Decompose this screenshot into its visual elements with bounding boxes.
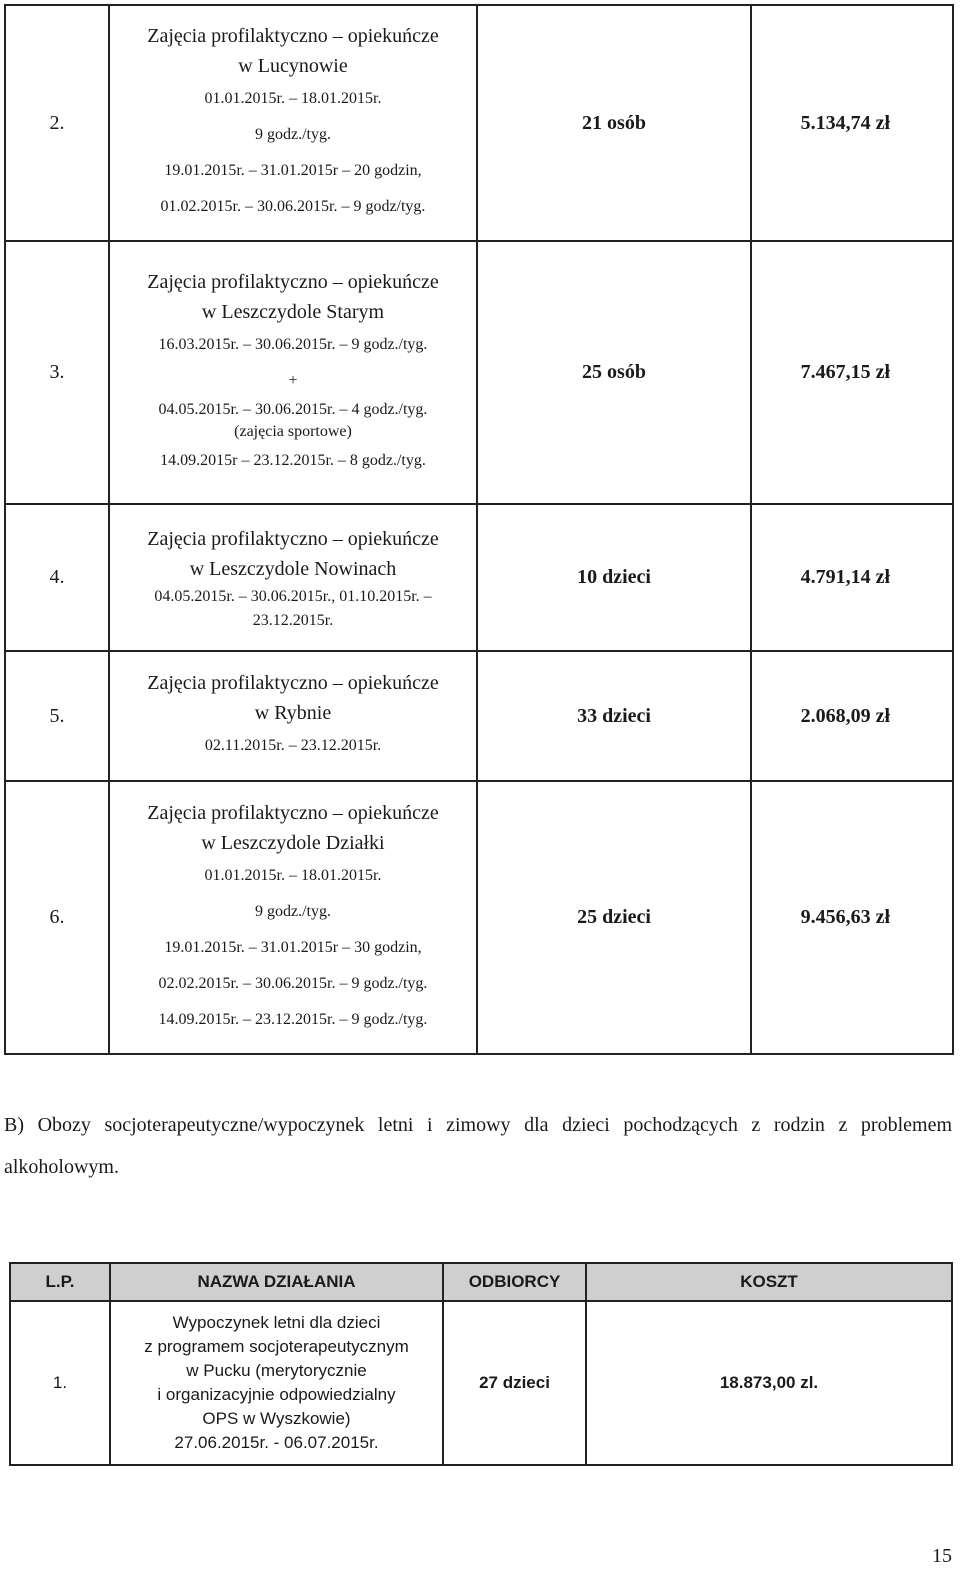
activity-description [109,5,477,241]
activity-description [110,1301,443,1465]
activity-location: w Leszczydole Starym [201,300,385,323]
recipients-count: 27 dzieci [443,1301,586,1465]
participant-count: 10 dzieci [477,504,751,651]
table-row [5,651,953,781]
activity-location: w Rybnie [254,702,332,724]
activity-description [109,651,477,781]
activity-date: 01.02.2015r. – 30.06.2015r. – 9 godz/tyg. [160,198,426,215]
activity-date: (zajęcia sportowe) [234,422,352,440]
activity-name: Zajęcia profilaktyczno – opiekuńcze [147,672,439,694]
activity-line: Wypoczynek letni dla dzieci [172,1313,381,1332]
activity-cost: 2.068,09 zł [751,651,953,781]
page-number: 15 [932,1545,952,1567]
activity-name: Zajęcia profilaktyczno – opiekuńcze [147,527,439,550]
row-number: 3. [5,241,109,504]
camps-table [9,1262,953,1466]
activity-date: 01.01.2015r. – 18.01.2015r. [204,866,382,884]
row-number: 6. [5,781,109,1054]
activity-date: 04.05.2015r. – 30.06.2015r. – 4 godz./tyg. [158,400,428,418]
activity-description [109,241,477,504]
activity-date: 23.12.2015r. [252,611,334,629]
table-row [5,781,953,1054]
section-b-paragraph: B) Obozy socjoterapeutyczne/wypoczynek letni i zimowy dla dzieci pochodzących z rodzin z problemem alkoholowym. [4,1114,952,1178]
activity-name: Zajęcia profilaktyczno – opiekuńcze [147,25,439,47]
activity-name: Zajęcia profilaktyczno – opiekuńcze [147,801,439,824]
activity-date: 14.09.2015r – 23.12.2015r. – 8 godz./tyg. [160,451,426,469]
table-row [10,1301,952,1465]
row-number: 4. [5,504,109,651]
row-number: 5. [5,651,109,781]
activity-date: 04.05.2015r. – 30.06.2015r., 01.10.2015r. – [154,587,432,605]
activities-table [4,4,954,1055]
header-lp: L.P. [10,1263,110,1301]
activity-cost: 7.467,15 zł [751,241,953,504]
activity-date: 01.01.2015r. – 18.01.2015r. [204,90,382,107]
activity-line: z programem socjoterapeutycznym [144,1337,409,1356]
activity-cost: 4.791,14 zł [751,504,953,651]
activity-cost: 5.134,74 zł [751,5,953,241]
row-number: 2. [5,5,109,241]
header-name: NAZWA DZIAŁANIA [110,1263,443,1301]
activity-date: 02.02.2015r. – 30.06.2015r. – 9 godz./tyg. [158,974,428,992]
table-header-row [10,1263,952,1301]
activity-date: 9 godz./tyg. [255,126,331,143]
activity-line: i organizacyjnie odpowiedzialny [157,1385,396,1404]
header-recipients: ODBIORCY [443,1263,586,1301]
participant-count: 25 osób [477,241,751,504]
participant-count: 33 dzieci [477,651,751,781]
table-row [5,5,953,241]
table-row [5,241,953,504]
activity-description [109,781,477,1054]
row-number: 1. [10,1301,110,1465]
participant-count: 25 dzieci [477,781,751,1054]
activity-cost: 18.873,00 zl. [586,1301,952,1465]
activity-location: w Leszczydole Nowinach [189,557,397,580]
activity-line: 27.06.2015r. - 06.07.2015r. [174,1433,379,1452]
activity-line: OPS w Wyszkowie) [202,1409,351,1428]
activity-line: w Pucku (merytorycznie [186,1361,367,1380]
participant-count: 21 osób [477,5,751,241]
activity-location: w Lucynowie [238,55,348,77]
activity-location: w Leszczydole Działki [201,831,385,854]
activity-date: + [288,371,298,389]
activity-date: 9 godz./tyg. [255,902,331,920]
activity-date: 16.03.2015r. – 30.06.2015r. – 9 godz./tyg. [158,335,428,353]
header-cost: KOSZT [586,1263,952,1301]
activity-name: Zajęcia profilaktyczno – opiekuńcze [147,270,439,293]
activity-cost: 9.456,63 zł [751,781,953,1054]
activity-date: 14.09.2015r. – 23.12.2015r. – 9 godz./tyg. [158,1010,428,1028]
activity-date: 19.01.2015r. – 31.01.2015r – 30 godzin, [164,938,422,956]
activity-description [109,504,477,651]
table-row [5,504,953,651]
activity-date: 19.01.2015r. – 31.01.2015r – 20 godzin, [164,162,422,179]
activity-date: 02.11.2015r. – 23.12.2015r. [204,737,382,754]
